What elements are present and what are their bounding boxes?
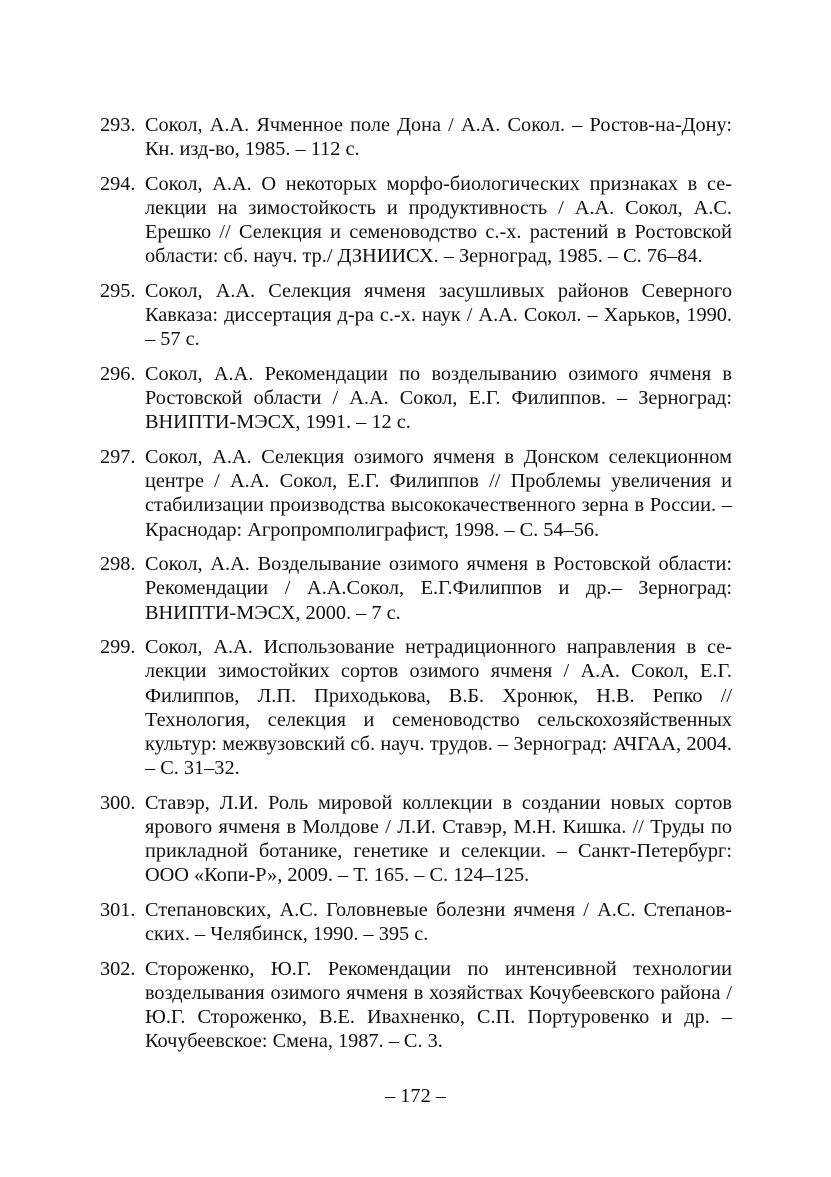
reference-text: Сокол, А.А. Ячменное поле Дона / А.А. Сокол. – Ростов-на-Дону: Кн. изд-во, 1985. – 112 с. [145, 114, 732, 161]
reference-number: 302. [100, 957, 136, 980]
reference-item [100, 362, 732, 435]
reference-item [100, 898, 732, 946]
reference-item [100, 957, 732, 1054]
reference-item [100, 552, 732, 625]
reference-number: 296. [100, 363, 136, 385]
reference-text: Сокол, А.А. Использование нетрадиционного направления в селекции зимостойких сортов озимого ячменя / А.А. Сокол, Е.Г. Филиппов, Л.П. Приходькова, В.Б. Хронюк, Н.В. Репко // Технология, селекция и семеноводство сельскохозяйственных культур: межвузовский сб. науч. трудов. – Зерноград: АЧГАА, 2004. – С. 31–32. [145, 636, 732, 780]
reference-text: Сокол, А.А. Селекция озимого ячменя в Донском селекционном центре / А.А. Сокол, Е.Г. Филиппов // Проблемы увеличения и стабилизации производства высококачественного зерна в России. – Краснодар: Агропромполиграфист, 1998. – С. 54–56. [145, 446, 732, 541]
reference-item [100, 791, 732, 888]
reference-text: Сокол, А.А. Селекция ячменя засушливых районов Северного Кавказа: диссертация д-ра с.-х. наук / А.А. Сокол. – Харьков, 1990. – 57 с. [145, 280, 732, 351]
reference-item [100, 445, 732, 542]
reference-number: 295. [100, 280, 136, 302]
reference-item [100, 172, 732, 269]
reference-item [100, 635, 732, 780]
reference-text: Сокол, А.А. О некоторых морфо-биологических признаках в селекции на зимостойкость и продуктивность / А.А. Сокол, А.С. Ерешко // Селекция и семеноводство с.-х. растений в Ростовской области: сб. науч. тр./ ДЗНИИСХ. – Зерноград, 1985. – С. 76–84. [145, 172, 732, 268]
reference-number: 297. [100, 446, 136, 468]
reference-item [100, 113, 732, 161]
reference-number: 299. [100, 636, 136, 659]
reference-number: 298. [100, 553, 136, 576]
reference-text: Стороженко, Ю.Г. Рекомендации по интенсивной технологии возделывания озимого ячменя в хозяйствах Кочубеевского района / Ю.Г. Стороженко, В.Е. Ивахненко, С.П. Портуровенко и др. – Кочубеевское: Смена, 1987. – С. 3. [145, 957, 732, 1053]
page-number: – 172 – [385, 1085, 446, 1107]
reference-item [100, 279, 732, 352]
reference-number: 300. [100, 791, 136, 814]
reference-number: 301. [100, 899, 136, 922]
reference-text: Ставэр, Л.И. Роль мировой коллекции в создании новых сортов ярового ячменя в Молдове / Л.И. Ставэр, М.Н. Кишка. // Труды по прикладной ботанике, генетике и селекции. – Санкт-Петербург: ООО «Копи-Р», 2009. – Т. 165. – С. 124–125. [145, 791, 732, 887]
reference-text: Степановских, А.С. Головневые болезни ячменя / А.С. Степановских. – Челябинск, 1990. – 395 с. [145, 899, 732, 946]
reference-list [100, 113, 732, 1064]
reference-number: 294. [100, 172, 136, 195]
reference-text: Сокол, А.А. Возделывание озимого ячменя в Ростовской области: Рекомендации / А.А.Сокол, Е.Г.Филиппов и др.– Зерноград: ВНИПТИ-МЭСХ, 2000. – 7 с. [145, 553, 732, 624]
reference-text: Сокол, А.А. Рекомендации по возделыванию озимого ячменя в Ростовской области / А.А. Сокол, Е.Г. Филиппов. – Зерноград: ВНИПТИ-МЭСХ, 1991. – 12 с. [145, 363, 732, 434]
reference-number: 293. [100, 114, 136, 136]
